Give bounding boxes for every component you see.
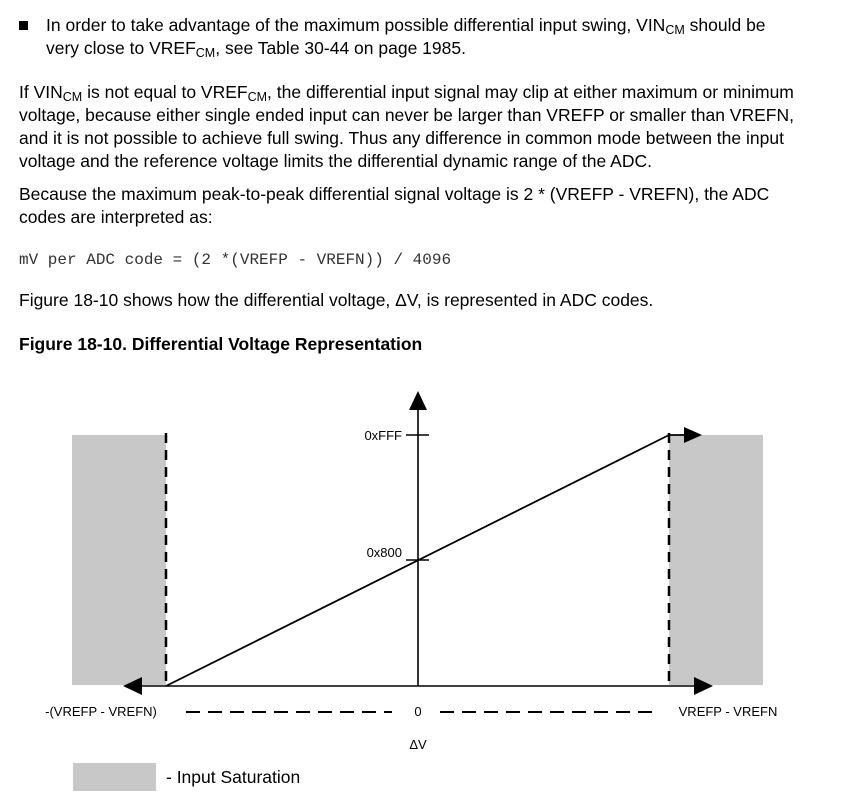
legend-saturation-label: - Input Saturation xyxy=(166,767,301,787)
y-label-0x800: 0x800 xyxy=(366,545,402,560)
y-label-0xfff: 0xFFF xyxy=(364,428,402,443)
legend-saturation-swatch xyxy=(73,763,156,791)
x-label-negative-range: -(VREFP - VREFN) xyxy=(45,704,157,719)
x-label-zero: 0 xyxy=(414,704,422,719)
bullet-line-1: In order to take advantage of the maximum possible differential input swing, $VIN_{CM}$ should be xyxy=(46,15,766,37)
para2-line-2: codes are interpreted as: xyxy=(19,207,213,227)
figure-title: Figure 18-10. Differential Voltage Representation xyxy=(19,334,423,354)
x-label-positive-range: VREFP - VREFN xyxy=(678,704,778,719)
para3: Figure 18-10 shows how the differential voltage, ΔV, is represented in ADC codes. xyxy=(19,290,654,310)
para1-line-3: and it is not possible to achieve full swing. Thus any difference in common mode between the input xyxy=(19,128,784,148)
formula-code: mV per ADC code = (2 *(VREFP - VREFN)) / 4096 xyxy=(19,251,452,269)
para2-line-1: Because the maximum peak-to-peak differential signal voltage is 2 * (VREFP - VREFN), the ADC xyxy=(19,184,770,204)
saturation-region-left xyxy=(72,435,166,685)
para1-line-4: voltage and the reference voltage limits the differential dynamic range of the ADC. xyxy=(19,151,652,171)
y-axis-arrow-icon xyxy=(409,391,427,410)
bullet-line-2: very close to $VREF_{CM}$, see Table 30-44 on page 1985. xyxy=(46,38,466,60)
saturation-region-right xyxy=(669,435,763,685)
x-axis-title-delta-v: ΔV xyxy=(409,737,427,752)
para1-line-1: If $VIN_{CM}$ is not equal to $VREF_{CM}$, the differential input signal may clip at either maximum or minimum xyxy=(19,82,794,104)
para1-line-2: voltage, because either single ended input can never be larger than VREFP or smaller than VREFN, xyxy=(19,105,794,125)
